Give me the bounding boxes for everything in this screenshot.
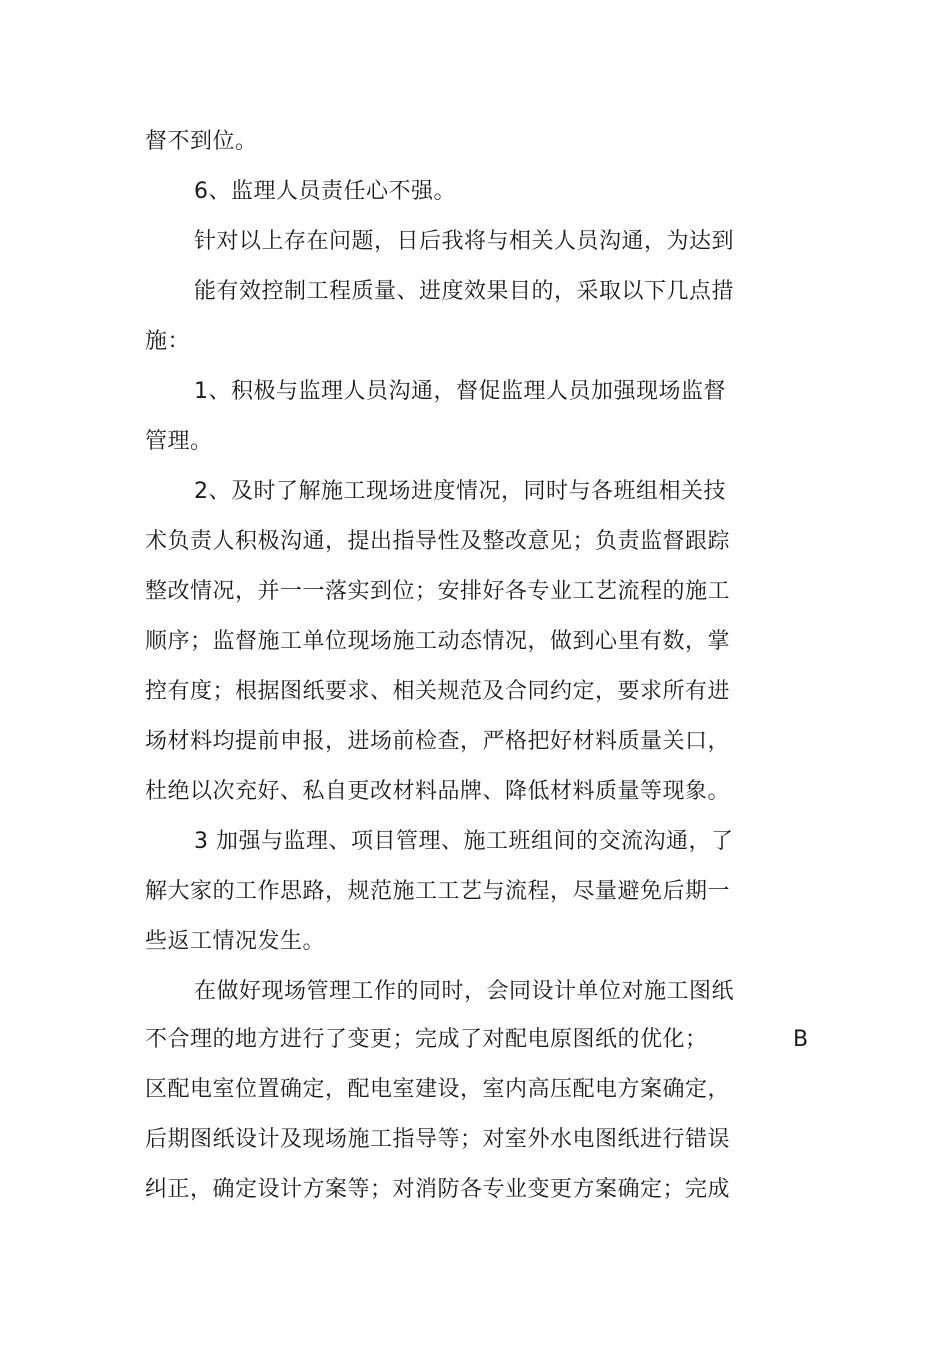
- margin-marker: B: [793, 1027, 809, 1052]
- text-line: 6、监理人员责任心不强。: [194, 179, 456, 204]
- text-line: 控有度；根据图纸要求、相关规范及合同约定，要求所有进: [145, 679, 731, 704]
- text-line: 能有效控制工程质量、进度效果目的，采取以下几点措: [194, 279, 735, 304]
- text-line: 杜绝以次充好、私自更改材料品牌、降低材料质量等现象。: [145, 779, 731, 804]
- text-line: 不合理的地方进行了变更；完成了对配电原图纸的优化；: [145, 1027, 708, 1052]
- text-line: 2、及时了解施工现场进度情况，同时与各班组相关技: [194, 479, 726, 504]
- text-line: 场材料均提前申报，进场前检查，严格把好材料质量关口，: [145, 729, 731, 754]
- text-line: 针对以上存在问题，日后我将与相关人员沟通，为达到: [194, 229, 735, 254]
- text-line: 解大家的工作思路，规范施工工艺与流程，尽量避免后期一: [145, 879, 731, 904]
- text-line: 些返工情况发生。: [145, 929, 326, 954]
- text-line: 术负责人积极沟通，提出指导性及整改意见；负责监督跟踪: [145, 529, 731, 554]
- text-line: 在做好现场管理工作的同时，会同设计单位对施工图纸: [194, 979, 735, 1004]
- text-line: 纠正，确定设计方案等；对消防各专业变更方案确定；完成: [145, 1177, 731, 1202]
- text-line: 督不到位。: [145, 129, 258, 154]
- text-line: 整改情况，并一一落实到位；安排好各专业工艺流程的施工: [145, 579, 731, 604]
- text-line: 管理。: [145, 429, 213, 454]
- text-line: 后期图纸设计及现场施工指导等；对室外水电图纸进行错误: [145, 1127, 731, 1152]
- text-line: 3 加强与监理、项目管理、施工班组间的交流沟通，了: [194, 829, 734, 854]
- text-line: 1、积极与监理人员沟通，督促监理人员加强现场监督: [194, 379, 726, 404]
- text-line: 顺序；监督施工单位现场施工动态情况，做到心里有数，掌: [145, 629, 731, 654]
- text-line: 区配电室位置确定，配电室建设，室内高压配电方案确定，: [145, 1077, 731, 1102]
- text-line: 施：: [145, 329, 191, 354]
